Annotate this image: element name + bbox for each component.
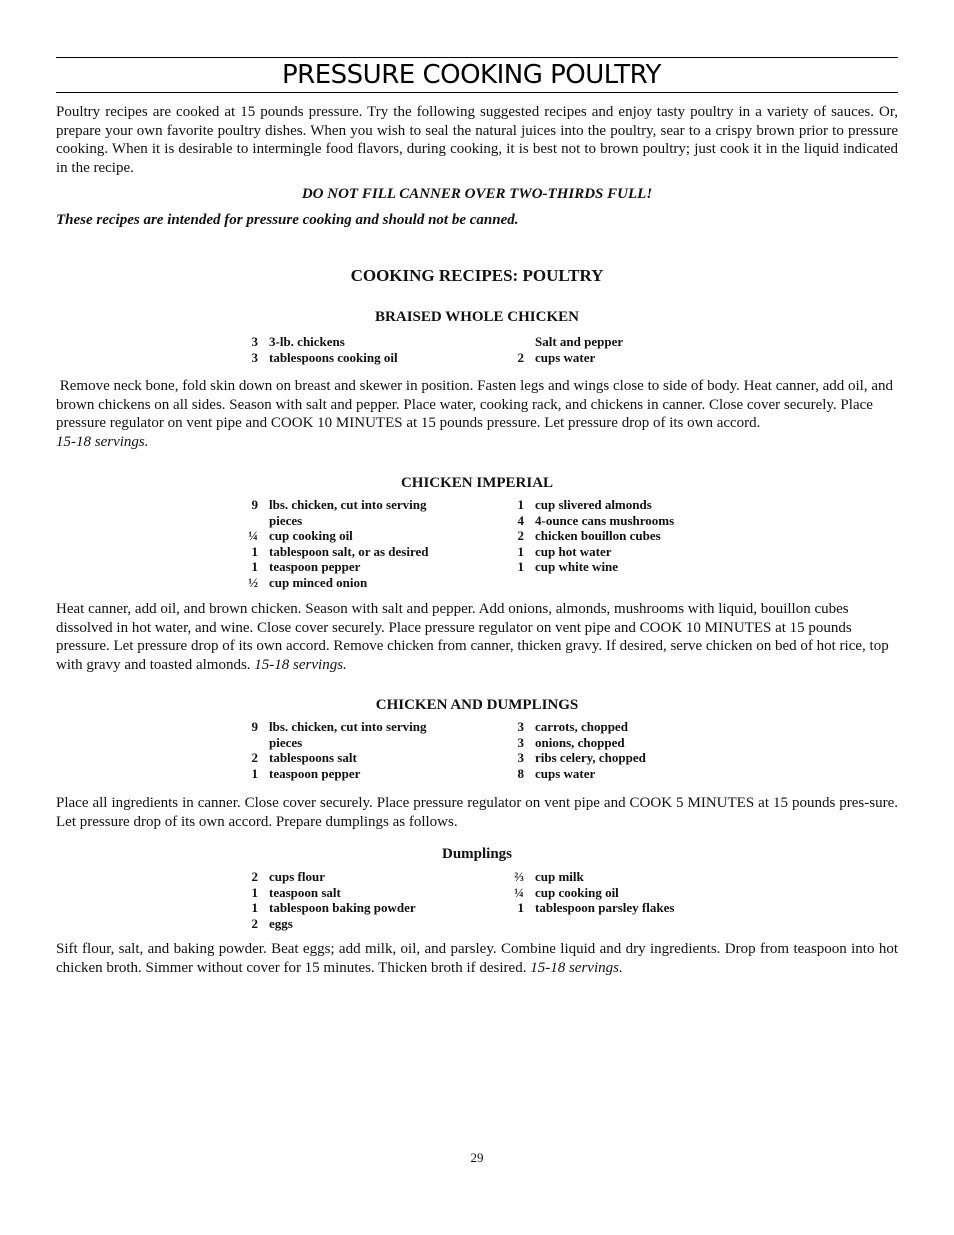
ingredient-row [502,497,674,513]
ingredient-quantity: ½ [248,574,258,590]
ingredient-text: cups water [535,765,596,781]
ingredient-row [236,544,429,560]
ingredients-right-dumpling-sub [502,869,674,916]
ingredient-row [502,869,674,885]
ingredient-row [236,766,426,782]
ingredient-quantity: ¼ [514,884,524,900]
ingredient-quantity: 2 [251,915,258,931]
ingredient-text: tablespoon parsley flakes [535,900,675,916]
ingredient-text: 4-ounce cans mushrooms [535,512,675,528]
ingredient-text: cup milk [535,869,584,884]
ingredient-row [502,350,623,366]
ingredient-text: teaspoon pepper [269,765,361,781]
ingredient-text: cup slivered almonds [535,497,652,512]
recipe-title-dumpling-sub: Dumplings [441,846,513,862]
ingredients-right-braised [502,334,623,365]
ingredient-row [236,350,398,366]
ingredient-text: cup hot water [535,543,612,559]
ingredients-right-imperial [502,497,674,575]
ingredient-row [502,528,674,544]
recipe-title-dumplings: CHICKEN AND DUMPLINGS [375,697,579,713]
recipe-title-braised: BRAISED WHOLE CHICKEN [375,309,579,325]
ingredient-quantity: 2 [517,528,524,544]
top-rule [56,57,898,58]
ingredient-text: teaspoon pepper [269,559,361,575]
ingredient-row [502,334,623,350]
ingredient-quantity: 2 [251,750,258,766]
ingredient-text: cup minced onion [269,574,368,590]
ingredient-quantity: 1 [517,543,524,559]
directions-dumpling-sub [56,940,898,977]
ingredient-text: cup white wine [535,559,619,575]
ingredient-row [502,766,646,782]
ingredient-text: tablespoons salt [269,750,357,766]
ingredient-quantity: 3 [251,349,258,365]
directions-imperial-text: Heat canner, add oil, and brown chicken. Season with salt and pepper. Add onions, almonds, mushrooms with liquid, bouillon cubes dissolved in hot water, and wine. Close cover securely. Place pressure regulator on vent pipe and COOK 10 MINUTES at 15 pounds pressure. Let pressure drop of its own accord. Remove chicken from canner, thicken gravy. If desired, serve chicken on bed of hot rice, top with gravy and toasted almonds. [56,601,889,674]
ingredient-row [502,735,646,751]
recipe-title-imperial: CHICKEN IMPERIAL [400,475,554,491]
ingredient-quantity: 1 [517,900,524,916]
ingredient-quantity: 3 [517,734,524,750]
directions-dumplings: Place all ingredients in canner. Close cover securely. Place pressure regulator on vent pipe and COOK 5 MINUTES at 15 pounds pres-sure. Let pressure drop of its own accord. Prepare dumplings as follows. [56,795,898,830]
ingredient-row [502,885,674,901]
ingredient-row [502,900,674,916]
directions-braised-text: Remove neck bone, fold skin down on breast and skewer in position. Fasten legs and wings close to side of body. Heat canner, add oil, and brown chickens on all sides. Season with salt and pepper. Place water, cooking rack, and chickens in canner. Close cover securely. Place pressure regulator on vent pipe and COOK 10 MINUTES at 15 pounds pressure. Let pressure drop of its own accord. [56,378,893,432]
ingredient-quantity: 1 [517,497,524,512]
ingredient-quantity: ⅔ [514,869,524,884]
ingredient-row [502,559,674,575]
ingredient-text: carrots, chopped [535,719,628,734]
directions-dumpling-sub-text: Sift flour, salt, and baking powder. Beat eggs; add milk, oil, and parsley. Combine liquid and dry ingredients. Drop from teaspoon into hot chicken broth. Simmer without cover for 15 minutes. Thicken broth if desired. [56,941,898,976]
ingredient-quantity: 1 [251,559,258,575]
ingredient-text: lbs. chicken, cut into serving pieces [269,497,427,528]
servings-braised: 15-18 servings. [56,434,149,451]
ingredient-quantity: 2 [517,349,524,365]
ingredient-quantity [502,334,524,350]
ingredient-row [502,513,674,529]
ingredient-quantity: 2 [251,869,258,884]
ingredient-quantity: 4 [517,512,524,528]
ingredients-right-dumplings [502,719,646,781]
ingredient-row [236,869,416,885]
ingredient-quantity: 1 [251,884,258,900]
page-title: PRESSURE COOKING POULTRY [282,60,661,90]
ingredient-text: cup cooking oil [269,528,353,544]
ingredient-text: onions, chopped [535,734,625,750]
ingredient-quantity: 3 [517,750,524,766]
ingredient-text: cup cooking oil [535,884,619,900]
ingredient-row [236,575,429,591]
title-underline [56,92,898,93]
ingredient-text: tablespoon salt, or as desired [269,543,429,559]
ingredient-quantity: ¼ [248,528,258,544]
ingredient-row [236,528,429,544]
canning-warning: These recipes are intended for pressure cooking and should not be canned. [56,212,519,228]
ingredient-row [236,719,426,750]
servings-dumpling-sub: 15-18 servings. [530,959,623,976]
fill-warning: DO NOT FILL CANNER OVER TWO-THIRDS FULL! [301,186,653,202]
ingredients-left-braised [236,334,398,365]
ingredient-quantity: 1 [251,900,258,916]
ingredient-text: tablespoon baking powder [269,900,416,916]
ingredient-row [502,544,674,560]
ingredient-row [502,750,646,766]
ingredients-left-dumplings [236,719,426,781]
ingredient-text: tablespoons cooking oil [269,349,398,365]
directions-imperial [56,600,898,675]
ingredient-row [236,916,416,932]
ingredient-text: 3-lb. chickens [269,334,345,349]
section-heading: COOKING RECIPES: POULTRY [350,266,604,285]
ingredient-text: chicken bouillon cubes [535,528,661,544]
directions-braised [56,377,901,452]
ingredient-quantity: 1 [251,543,258,559]
ingredient-text: teaspoon salt [269,884,341,900]
ingredient-row [236,750,426,766]
ingredient-quantity: 1 [251,765,258,781]
ingredients-left-dumpling-sub [236,869,416,931]
ingredient-row [502,719,646,735]
ingredient-row [236,497,429,528]
ingredient-quantity: 3 [251,334,258,349]
ingredients-left-imperial [236,497,429,591]
ingredient-text: cups flour [269,869,325,884]
ingredient-row [236,334,398,350]
ingredient-text: ribs celery, chopped [535,750,646,766]
ingredient-row [236,885,416,901]
servings-imperial: 15-18 servings. [254,657,347,674]
ingredient-text: lbs. chicken, cut into serving pieces [269,719,427,750]
ingredient-row [236,900,416,916]
ingredient-text: eggs [269,915,293,931]
page-number: 29 [470,1150,484,1165]
ingredient-text: cups water [535,349,596,365]
ingredient-quantity: 8 [517,765,524,781]
ingredient-quantity: 9 [251,497,258,512]
ingredient-quantity: 9 [251,719,258,734]
intro-paragraph: Poultry recipes are cooked at 15 pounds pressure. Try the following suggested recipes and enjoy tasty poultry in a variety of sauces. Or, prepare your own favorite poultry dishes. When you wish to seal the natural juices into the poultry, sear to a crispy brown prior to pressure cooking. When it is desirable to intermingle food flavors, during cooking, it is best not to brown poultry; just cook it in the liquid indicated in the recipe. [56,104,898,177]
ingredient-quantity: 3 [517,719,524,734]
ingredient-text: Salt and pepper [535,334,624,349]
ingredient-quantity: 1 [517,559,524,575]
ingredient-row [236,559,429,575]
